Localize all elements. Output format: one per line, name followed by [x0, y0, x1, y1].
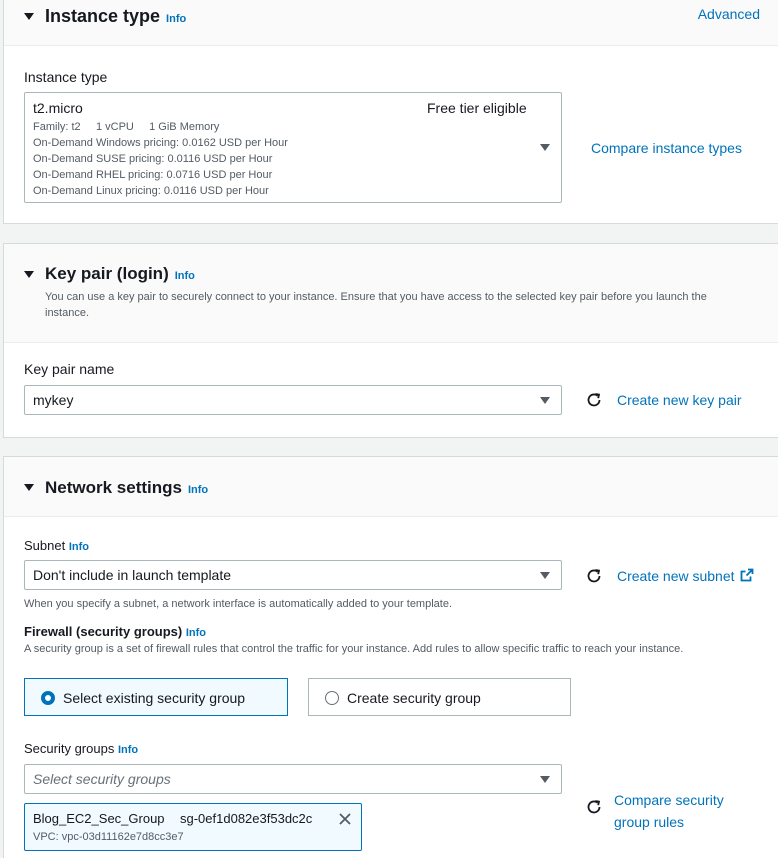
key-pair-info-link[interactable]: Info	[174, 270, 195, 282]
caret-down-icon[interactable]	[24, 13, 34, 20]
subnet-label: Subnet Info	[24, 538, 89, 553]
caret-down-icon[interactable]	[24, 271, 34, 278]
key-pair-panel	[3, 243, 778, 438]
key-pair-title: Key pair (login) Info	[45, 264, 195, 283]
refresh-icon[interactable]	[585, 391, 603, 409]
token-vpc: VPC: vpc-03d11162e7d8cc3e7	[33, 831, 184, 843]
key-pair-select[interactable]	[24, 385, 562, 415]
advanced-link[interactable]: Advanced	[697, 6, 760, 22]
firewall-label: Firewall (security groups) Info	[24, 624, 206, 639]
refresh-icon[interactable]	[585, 798, 603, 816]
network-header	[4, 457, 778, 517]
radio-create-sg[interactable]	[308, 678, 571, 716]
instance-type-name: t2.micro	[33, 100, 83, 116]
radio-button-icon	[325, 691, 339, 705]
firewall-info-link[interactable]: Info	[185, 627, 206, 639]
subnet-info-link[interactable]: Info	[68, 541, 89, 553]
create-subnet-link[interactable]: Create new subnet	[617, 568, 754, 584]
key-pair-header	[4, 244, 778, 343]
radio-select-existing-sg[interactable]	[24, 678, 288, 716]
network-title: Network settings Info	[45, 478, 209, 497]
security-group-token	[24, 803, 362, 851]
security-groups-label: Security groups Info	[24, 741, 139, 756]
dropdown-arrow-icon	[540, 776, 550, 783]
subnet-hint: When you specify a subnet, a network interface is automatically added to your template.	[24, 598, 453, 610]
compare-sg-rules-line2[interactable]: group rules	[614, 814, 685, 830]
key-pair-name-label: Key pair name	[24, 361, 115, 377]
compare-instance-types-link[interactable]: Compare instance types	[591, 140, 742, 156]
caret-down-icon[interactable]	[24, 484, 34, 491]
security-groups-info-link[interactable]: Info	[117, 744, 139, 756]
security-groups-placeholder: Select security groups	[33, 771, 171, 787]
network-settings-panel	[3, 456, 778, 858]
pricing-suse: On-Demand SUSE pricing: 0.0116 USD per Hour	[33, 153, 273, 165]
instance-type-header	[4, 0, 778, 46]
refresh-icon[interactable]	[585, 567, 603, 585]
free-tier-badge: Free tier eligible	[427, 100, 527, 116]
radio-button-icon	[41, 691, 55, 705]
dropdown-arrow-icon	[540, 572, 550, 579]
firewall-description: A security group is a set of firewall rules that control the traffic for your instance. Add rules to allow specific traffic to reach your instance.	[24, 643, 684, 655]
instance-family-line: Family: t2 1 vCPU 1 GiB Memory	[33, 121, 220, 133]
instance-type-panel	[3, 0, 778, 224]
instance-type-field-label: Instance type	[24, 69, 108, 85]
create-key-pair-link[interactable]: Create new key pair	[617, 392, 742, 408]
compare-sg-rules-link[interactable]	[614, 789, 724, 833]
subnet-value: Don't include in launch template	[33, 567, 232, 583]
key-pair-value: mykey	[33, 392, 74, 408]
token-group-name: Blog_EC2_Sec_Group	[33, 811, 165, 826]
pricing-rhel: On-Demand RHEL pricing: 0.0716 USD per Hour	[33, 169, 273, 181]
radio-create-label: Create security group	[347, 690, 481, 706]
subnet-select[interactable]	[24, 560, 562, 590]
pricing-windows: On-Demand Windows pricing: 0.0162 USD per Hour	[33, 137, 288, 149]
radio-existing-label: Select existing security group	[63, 690, 246, 706]
security-groups-select[interactable]	[24, 764, 562, 794]
key-pair-description: You can use a key pair to securely connect to your instance. Ensure that you have access to the selected key pair before you launch the instance.	[45, 291, 707, 319]
external-link-icon	[740, 568, 754, 582]
token-group-id: sg-0ef1d082e3f53dc2c	[180, 811, 313, 826]
close-icon[interactable]	[339, 813, 351, 825]
instance-type-title: Instance type Info	[45, 6, 187, 26]
instance-type-info-link[interactable]: Info	[166, 13, 187, 25]
dropdown-arrow-icon	[540, 397, 550, 404]
network-info-link[interactable]: Info	[187, 484, 209, 496]
dropdown-arrow-icon	[540, 144, 550, 151]
pricing-linux: On-Demand Linux pricing: 0.0116 USD per Hour	[33, 185, 269, 197]
compare-sg-rules-line1[interactable]: Compare security	[614, 792, 724, 808]
instance-type-select[interactable]	[24, 92, 562, 203]
